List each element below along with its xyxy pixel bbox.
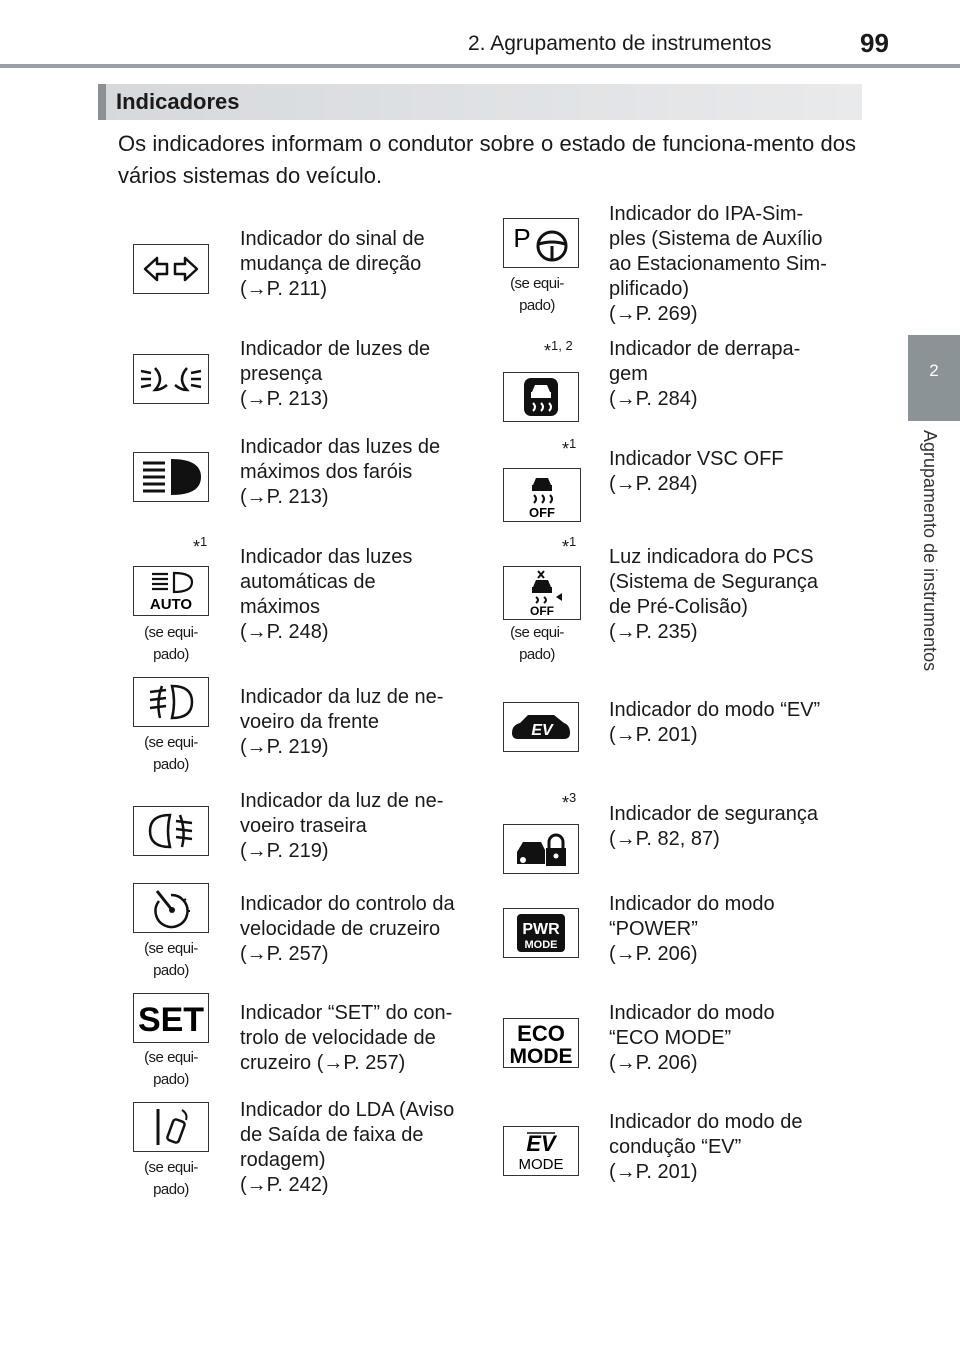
chapter-tab-number: 2 xyxy=(929,361,939,380)
rear-fog-icon xyxy=(133,806,209,856)
svg-text:MODE: MODE xyxy=(518,1156,564,1173)
pcs-optional: (se equi- pado) xyxy=(510,624,564,663)
svg-text:OFF: OFF xyxy=(529,505,555,519)
svg-text:P: P xyxy=(513,223,531,253)
section-accent xyxy=(98,84,106,120)
lda-desc: Indicador do LDA (Aviso de Saída de faixa de rodagem) (→P. 242) xyxy=(240,1099,455,1196)
rear-fog-desc: Indicador da luz de ne- voeiro traseira (→P. 219) xyxy=(240,790,444,862)
ipa-optional: (se equi- pado) xyxy=(510,275,564,314)
svg-text:EV: EV xyxy=(531,722,553,739)
intro-text: Os indicadores informam o condutor sobre o estado de funciona-mento dos vários sistemas do veículo. xyxy=(118,131,856,188)
section-title: Indicadores xyxy=(116,89,240,114)
security-footnote: *$^3$ xyxy=(562,790,577,813)
high-beam-desc: Indicador das luzes de máximos dos faróis (→P. 213) xyxy=(240,436,441,508)
svg-text:EV: EV xyxy=(526,1131,556,1156)
lda-icon xyxy=(133,1102,209,1152)
slip-footnote: *$^{1, 2}$ xyxy=(544,338,573,361)
front-fog-icon xyxy=(133,677,209,727)
security-desc: Indicador de segurança (→P. 82, 87) xyxy=(609,803,819,850)
svg-text:OFF: OFF xyxy=(530,604,554,617)
chapter-tab xyxy=(908,335,960,421)
svg-text:MODE: MODE xyxy=(524,939,558,951)
pcs-footnote: *$^1$ xyxy=(562,534,577,557)
set-icon xyxy=(133,993,209,1043)
front-fog-desc: Indicador da luz de ne- voeiro da frente (→P. 219) xyxy=(240,686,444,758)
auto-high-beam-icon xyxy=(133,566,209,616)
eco-mode-desc: Indicador do modo “ECO MODE” (→P. 206) xyxy=(609,1002,775,1074)
power-mode-icon xyxy=(503,908,579,958)
slip-desc: Indicador de derrapa- gem (→P. 284) xyxy=(609,338,801,410)
security-icon xyxy=(503,824,579,874)
chapter-side-label: Agrupamento de instrumentos xyxy=(920,430,940,672)
svg-text:SET: SET xyxy=(137,1001,205,1038)
vsc-off-icon xyxy=(503,468,581,522)
pcs-desc: Luz indicadora do PCS (Sistema de Segurança de Pré-Colisão) (→P. 235) xyxy=(609,546,819,643)
svg-text:AUTO: AUTO xyxy=(149,596,193,612)
power-mode-desc: Indicador do modo “POWER” (→P. 206) xyxy=(609,893,775,965)
ipa-icon xyxy=(503,218,579,268)
position-lights-desc: Indicador de luzes de presença (→P. 213) xyxy=(240,338,431,410)
vsc-off-footnote: *$^1$ xyxy=(562,436,577,459)
front-fog-optional: (se equi- pado) xyxy=(144,734,198,773)
ev-drive-mode-desc: Indicador do modo de condução “EV” (→P. 201) xyxy=(609,1111,803,1183)
svg-text:MODE: MODE xyxy=(509,1045,573,1065)
cruise-control-optional: (se equi- pado) xyxy=(144,940,198,979)
position-lights-icon xyxy=(133,354,209,404)
cruise-control-icon xyxy=(133,883,209,933)
auto-high-beam-optional: (se equi- pado) xyxy=(144,624,198,663)
turn-signal-desc: Indicador do sinal de mudança de direção (→P. 211) xyxy=(240,228,425,300)
ipa-desc: Indicador do IPA-Sim- ples (Sistema de Auxílio ao Estacionamento Sim- plificado) (→P. 269) xyxy=(609,203,827,325)
ev-drive-mode-icon xyxy=(503,1126,579,1176)
set-desc: Indicador “SET” do con- trolo de velocidade de cruzeiro (→P. 257) xyxy=(240,1002,453,1074)
pcs-icon xyxy=(503,566,581,620)
section-bar xyxy=(98,84,862,120)
chapter-title: 2. Agrupamento de instrumentos xyxy=(468,32,772,55)
header-rule xyxy=(0,64,960,68)
cruise-control-desc: Indicador do controlo da velocidade de cruzeiro (→P. 257) xyxy=(240,893,455,965)
high-beam-icon xyxy=(133,452,209,502)
eco-mode-icon xyxy=(503,1018,579,1068)
page-number: 99 xyxy=(860,28,889,58)
svg-text:ECO: ECO xyxy=(517,1021,565,1046)
set-optional: (se equi- pado) xyxy=(144,1049,198,1088)
auto-high-beam-desc: Indicador das luzes automáticas de máximos (→P. 248) xyxy=(240,546,413,643)
vsc-off-desc: Indicador VSC OFF (→P. 284) xyxy=(609,448,784,495)
lda-optional: (se equi- pado) xyxy=(144,1159,198,1198)
ev-mode-desc: Indicador do modo “EV” (→P. 201) xyxy=(609,699,821,746)
ev-mode-icon xyxy=(503,702,579,752)
turn-signal-icon xyxy=(133,244,209,294)
auto-high-beam-footnote: *$^1$ xyxy=(193,534,208,557)
svg-text:PWR: PWR xyxy=(522,921,560,938)
slip-icon xyxy=(503,372,579,422)
